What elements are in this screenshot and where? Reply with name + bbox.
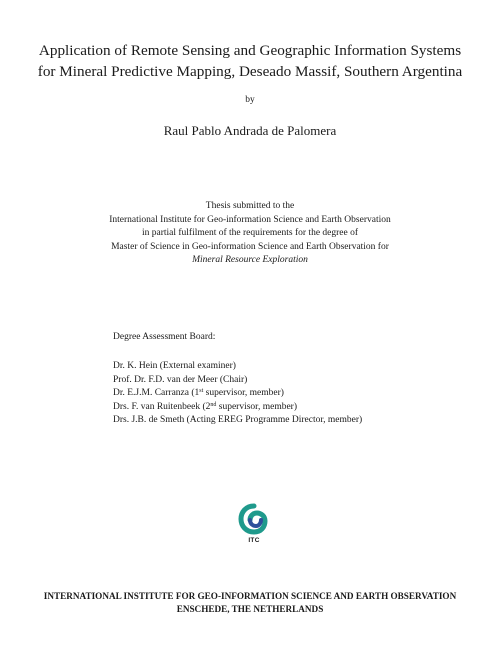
- board-heading: Degree Assessment Board:: [113, 332, 216, 342]
- board-member-text: Drs. J.B. de Smeth (Acting EREG Programme Director, member): [113, 415, 363, 426]
- thesis-statement-line-2: International Institute for Geo-information Science and Earth Observation: [109, 214, 391, 225]
- itc-logo: [237, 502, 271, 548]
- thesis-specialization: Mineral Resource Exploration: [192, 255, 308, 266]
- board-member: [113, 374, 362, 388]
- logo-swirl-blue: [250, 520, 261, 526]
- thesis-title-line-1: Application of Remote Sensing and Geographic Information Systems: [38, 42, 462, 59]
- by-label: by: [245, 95, 255, 105]
- ordinal-suffix: nd: [210, 401, 217, 408]
- board-member: [113, 414, 362, 428]
- itc-logo-mark-icon: [237, 502, 271, 536]
- board-member-text-pre: Drs. F. van Ruitenbeek (2: [113, 401, 211, 412]
- institute-footer: [0, 590, 500, 616]
- board-member: [113, 360, 362, 374]
- thesis-title: [0, 40, 500, 82]
- board-member: [113, 401, 362, 415]
- board-member-text: Dr. K. Hein (External examiner): [113, 361, 236, 371]
- thesis-title-line-2: for Mineral Predictive Mapping, Deseado Massif, Southern Argentina: [37, 63, 463, 80]
- logo-text: ITC: [248, 537, 260, 544]
- institute-location: ENSCHEDE, THE NETHERLANDS: [176, 604, 324, 614]
- board-member-list: [113, 360, 362, 428]
- board-member-text-post: supervisor, member): [216, 401, 298, 412]
- board-member-text: Prof. Dr. F.D. van der Meer (Chair): [113, 374, 248, 385]
- thesis-statement: [0, 200, 500, 268]
- thesis-statement-line-3: in partial fulfilment of the requirements for the degree of: [141, 228, 359, 239]
- board-member-text-post: supervisor, member): [203, 388, 284, 399]
- board-member: [113, 387, 362, 401]
- author-name: Raul Pablo Andrada de Palomera: [163, 123, 337, 138]
- ordinal-suffix: st: [199, 388, 204, 395]
- board-member-text-pre: Dr. E.J.M. Carranza (1: [113, 388, 200, 399]
- institute-name: INTERNATIONAL INSTITUTE FOR GEO-INFORMATION SCIENCE AND EARTH OBSERVATION: [43, 591, 457, 601]
- thesis-statement-line-1: Thesis submitted to the: [205, 201, 295, 211]
- thesis-statement-line-4: Master of Science in Geo-information Science and Earth Observation for: [111, 241, 389, 252]
